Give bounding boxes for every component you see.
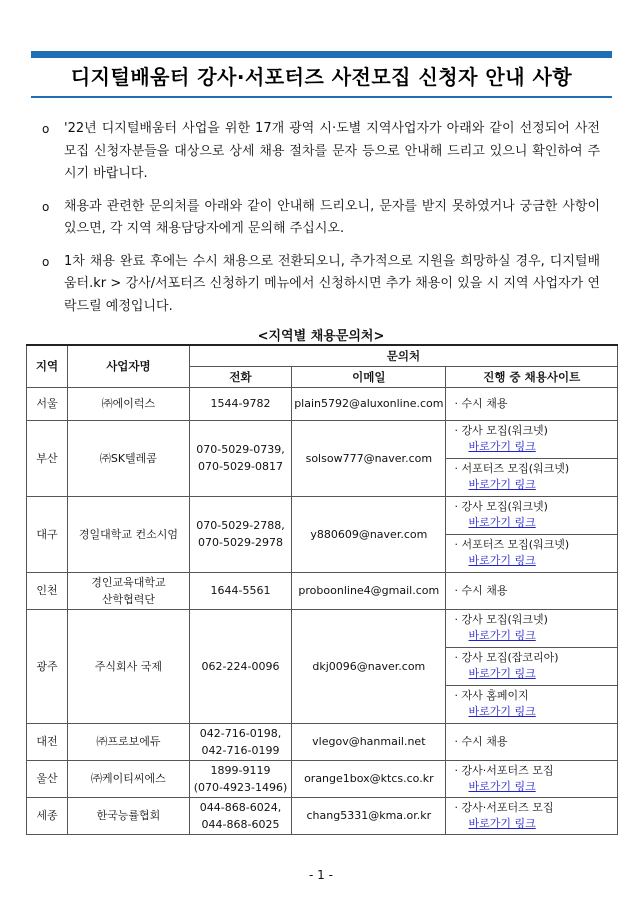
site-label: · 강사 모집(워크넷) [454, 424, 548, 437]
table-row [27, 723, 618, 760]
site-label: · 강사·서포터즈 모집 [454, 800, 554, 814]
email-cell: proboonline4@gmail.com [292, 572, 446, 609]
bullet-mark: o [42, 199, 50, 214]
page-title: 디지털배움터 강사·서포터즈 사전모집 신청자 안내 사항 [70, 65, 573, 89]
site-cell [446, 797, 618, 834]
phone-cell: 062-224-0096 [189, 609, 291, 723]
email-cell: y880609@naver.com [292, 496, 446, 572]
table-title: <지역별 채용문의처> [257, 329, 385, 344]
table-row [27, 609, 618, 647]
header-region: 지역 [27, 345, 68, 387]
phone-cell: 044-868-6024, 044-868-6025 [189, 797, 291, 834]
company-cell: 주식회사 국제 [67, 609, 189, 723]
region-cell: 광주 [27, 609, 68, 723]
header-contact: 문의처 [189, 345, 617, 366]
title-top-rule [31, 51, 612, 58]
site-cell [446, 496, 618, 534]
table-body [27, 387, 618, 834]
page-number: - 1 - [309, 868, 333, 882]
company-cell: ㈜프로보에듀 [67, 723, 189, 760]
region-cell: 세종 [27, 797, 68, 834]
site-label: · 강사 모집(워크넷) [454, 613, 548, 626]
table-row [27, 760, 618, 797]
header-site: 진행 중 채용사이트 [446, 366, 618, 387]
phone-cell: 1899-9119 (070-4923-1496) [189, 760, 291, 797]
notice-item [40, 118, 600, 186]
site-cell [446, 420, 618, 458]
company-cell: 한국능률협회 [67, 797, 189, 834]
site-cell [446, 723, 618, 760]
phone-cell: 1644-5561 [189, 572, 291, 609]
phone-cell: 070-5029-2788, 070-5029-2978 [189, 496, 291, 572]
notice-item [40, 251, 600, 319]
site-cell [446, 534, 618, 572]
title-bottom-rule [31, 96, 612, 98]
site-cell [446, 647, 618, 685]
shortcut-link[interactable]: 바로가기 링크 [468, 478, 536, 491]
phone-cell: 1544-9782 [189, 387, 291, 420]
site-cell [446, 609, 618, 647]
site-cell [446, 760, 618, 797]
table-row [27, 420, 618, 458]
header-email: 이메일 [292, 366, 446, 387]
region-cell: 인천 [27, 572, 68, 609]
notice-text: 채용과 관련한 문의처를 아래와 같이 안내해 드리오니, 문자를 받지 못하였거나 궁금한 사항이 있으면, 각 지역 채용담당자에게 문의해 주십시오. [64, 198, 600, 236]
shortcut-link[interactable]: 바로가기 링크 [468, 779, 536, 793]
company-cell: 경일대학교 컨소시엄 [67, 496, 189, 572]
site-label: · 강사·서포터즈 모집 [454, 763, 554, 777]
site-cell [446, 458, 618, 496]
region-cell: 울산 [27, 760, 68, 797]
shortcut-link[interactable]: 바로가기 링크 [468, 667, 536, 680]
header-company: 사업자명 [67, 345, 189, 387]
table-row [27, 572, 618, 609]
site-label: · 수시 채용 [454, 396, 508, 410]
title-box [31, 51, 612, 98]
email-cell: plain5792@aluxonline.com [292, 387, 446, 420]
bullet-mark: o [42, 122, 50, 136]
table-row [27, 387, 618, 420]
email-cell: orange1box@ktcs.co.kr [292, 760, 446, 797]
site-label: · 서포터즈 모집(워크넷) [454, 462, 570, 475]
table-row [27, 496, 618, 534]
contact-table [26, 344, 618, 835]
phone-cell: 042-716-0198, 042-716-0199 [189, 723, 291, 760]
shortcut-link[interactable]: 바로가기 링크 [468, 516, 536, 529]
email-cell: vlegov@hanmail.net [292, 723, 446, 760]
email-cell: solsow777@naver.com [292, 420, 446, 496]
phone-cell: 070-5029-0739, 070-5029-0817 [189, 420, 291, 496]
bullet-mark: o [42, 254, 50, 269]
site-cell [446, 685, 618, 723]
shortcut-link[interactable]: 바로가기 링크 [468, 705, 536, 718]
notice-text: '22년 디지털배움터 사업을 위한 17개 광역 시·도별 지역사업자가 아래와 같이 선정되어 사전모집 신청자분들을 대상으로 상세 채용 절차를 문자 등으로 안내해 드리고 있으니 확인하여 주시기 바랍니다. [64, 121, 600, 181]
site-cell [446, 572, 618, 609]
shortcut-link[interactable]: 바로가기 링크 [468, 629, 536, 642]
region-cell: 대구 [27, 496, 68, 572]
region-cell: 서울 [27, 387, 68, 420]
site-label: · 강사 모집(잡코리아) [454, 651, 559, 664]
site-label: · 수시 채용 [454, 734, 508, 748]
notice-text: 1차 채용 완료 후에는 수시 채용으로 전환되오니, 추가적으로 지원을 희망하실 경우, 디지털배움터.kr > 강사/서포터즈 신청하기 메뉴에서 신청하시면 추가 채용이 있을 시 지역 사업자가 연락드릴 예정입니다. [64, 253, 600, 314]
table-row [27, 797, 618, 834]
header-phone: 전화 [189, 366, 291, 387]
company-cell: ㈜SK텔레콤 [67, 420, 189, 496]
notice-list [40, 118, 600, 328]
site-label: · 서포터즈 모집(워크넷) [454, 538, 570, 551]
site-label: · 강사 모집(워크넷) [454, 500, 548, 513]
company-cell: 경인교육대학교 산학협력단 [67, 572, 189, 609]
notice-item [40, 196, 600, 241]
site-label: · 수시 채용 [454, 583, 508, 597]
company-cell: ㈜케이티씨에스 [67, 760, 189, 797]
site-label: · 자사 홈페이지 [454, 689, 529, 702]
email-cell: dkj0096@naver.com [292, 609, 446, 723]
region-cell: 대전 [27, 723, 68, 760]
site-cell [446, 387, 618, 420]
company-cell: ㈜에이럭스 [67, 387, 189, 420]
shortcut-link[interactable]: 바로가기 링크 [468, 440, 536, 453]
email-cell: chang5331@kma.or.kr [292, 797, 446, 834]
shortcut-link[interactable]: 바로가기 링크 [468, 554, 536, 567]
region-cell: 부산 [27, 420, 68, 496]
shortcut-link[interactable]: 바로가기 링크 [468, 816, 536, 830]
